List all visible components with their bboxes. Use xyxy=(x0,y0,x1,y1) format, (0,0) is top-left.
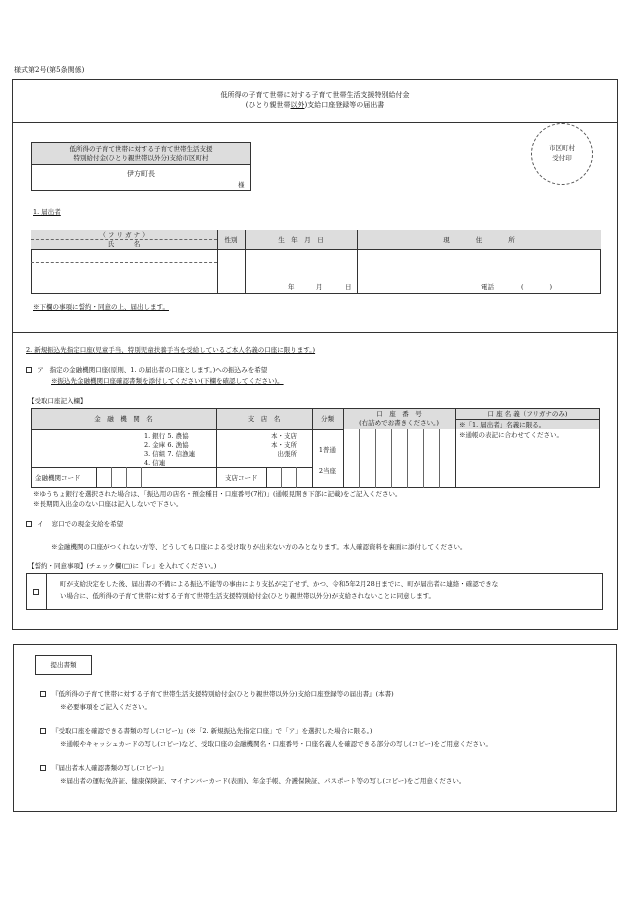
furigana-input[interactable] xyxy=(31,250,217,262)
gender-label: 性別 xyxy=(224,236,238,244)
account-type-2[interactable]: 2当座 xyxy=(318,467,337,475)
option-i-text: 窓口での現金支給を希望 xyxy=(51,520,124,528)
doc-item-3: 『届出者本人確認書類の写し(コピー)』 xyxy=(40,764,167,772)
seal-label-2: 受付印 xyxy=(552,154,572,162)
account-section-header: 【受取口座記入欄】 xyxy=(28,397,87,405)
pledge-note: ※下欄の事項に誓約・同意の上、届出します。 xyxy=(33,303,169,311)
option-a-row xyxy=(26,366,267,374)
col-account-sub: (右詰めでお書きください。) xyxy=(359,419,439,427)
form-number: 様式第2号(第5条関係) xyxy=(14,66,85,74)
col-type: 分類 xyxy=(321,415,334,423)
bank-types: 1. 銀行 5. 農協 2. 金庫 6. 漁協 3. 信組 7. 信漁連 4. 信連 xyxy=(144,432,196,467)
phone-label: 電話 xyxy=(481,283,494,291)
addressee-line1: 低所得の子育て世帯に対する子育て世帯生活支援 xyxy=(69,145,213,153)
addressee-line2: 特別給付金(ひとり親世帯以外分)支給市区町村 xyxy=(73,154,209,162)
option-a-note: ※振込先金融機関口座確認書類を添付してください(下欄を確認してください)。 xyxy=(51,377,284,385)
branch-code-input[interactable] xyxy=(267,468,312,487)
year-label: 年 xyxy=(288,283,295,291)
addressee-sama: 様 xyxy=(238,181,245,189)
bank-name-input[interactable] xyxy=(32,430,142,467)
bank-code-label: 金融機関コード xyxy=(35,474,81,482)
day-label: 日 xyxy=(345,283,352,291)
branch-name-input[interactable] xyxy=(217,430,272,467)
option-i-note: ※金融機関の口座がつくれない方等、どうしても口座による受け取りが出来ない方のみとなります。本人確認資料を裏面に添付してください。 xyxy=(51,543,467,551)
doc-item-3-checkbox[interactable] xyxy=(40,765,46,771)
col-account: 口 座 番 号 xyxy=(376,410,422,418)
phone-input[interactable]: ( ) xyxy=(521,283,553,291)
col-holder: 口 座 名 義（フリガナのみ) xyxy=(487,410,568,418)
section-divider xyxy=(12,332,618,333)
pledge-header: 【誓約・同意事項】(チェック欄(□)に『レ』を入れてください。) xyxy=(28,562,217,570)
holder-note-2: ※通帳の表記に合わせてください。 xyxy=(459,431,563,439)
pledge-text-1: 町が支給決定をした後、届出書の不備による振込不能等の事由により支払が完了せず、かつ、令和5年2月28日までに、町が届出者に連絡・確認できな xyxy=(60,580,499,588)
option-a-checkbox[interactable] xyxy=(26,367,32,373)
seal-label-1: 市区町村 xyxy=(549,144,575,152)
doc-item-1: 『低所得の子育て世帯に対する子育て世帯生活支援特別給付金(ひとり親世帯以外分)支給口座登録等の届出書』(本書) xyxy=(40,690,394,698)
gender-input[interactable] xyxy=(217,250,245,294)
addressee-mayor: 伊方町長 xyxy=(127,170,155,178)
address-label: 現 住 所 xyxy=(443,236,515,244)
section1-title: 1. 届出者 xyxy=(33,208,61,216)
divider xyxy=(455,419,600,420)
pledge-text-2: い場合に、低所得の子育て世帯に対する子育て世帯生活支援特別給付金(ひとり親世帯以外分)が支給されないことに同意します。 xyxy=(60,592,436,600)
name-label: 氏 名 xyxy=(107,240,141,248)
holder-name-input[interactable] xyxy=(456,441,600,487)
bank-code-input[interactable] xyxy=(97,468,157,487)
divider xyxy=(46,573,47,610)
yucho-note: ※ゆうちょ銀行を選択された場合は、「振込用の店名・預金種目・口座番号(7桁)」(通帳見開き下部に記載)をご記入ください。 xyxy=(33,490,402,498)
address-input[interactable] xyxy=(358,250,600,280)
option-a-label: ア xyxy=(37,366,44,374)
form-title-line2: (ひとり親世帯以外)支給口座登録等の届出書 xyxy=(245,101,385,109)
option-i-checkbox[interactable] xyxy=(26,521,32,527)
col-bank: 金 融 機 関 名 xyxy=(94,415,153,423)
name-input[interactable] xyxy=(31,263,217,294)
birthdate-label: 生 年 月 日 xyxy=(278,236,324,244)
doc-item-2-note: ※通帳やキャッシュカードの写し(コピー)など、受取口座の金融機関名・口座番号・口座名義人を確認できる部分の写し(コピー)をご用意ください。 xyxy=(60,740,492,748)
option-i-row xyxy=(26,520,123,528)
documents-header: 提出書類 xyxy=(50,661,77,669)
dormant-note: ※長期間入出金のない口座は記入しないで下さい。 xyxy=(33,500,183,508)
title-divider xyxy=(12,122,618,123)
option-a-text: 指定の金融機関口座(原則、1. の届出者の口座とします。)への振込みを希望 xyxy=(49,366,268,374)
pledge-checkbox[interactable] xyxy=(33,589,39,595)
section2-title: 2. 新規振込先指定口座(児童手当、特別児童扶養手当を受給しているご本人名義の口座に限ります。) xyxy=(26,346,316,354)
doc-item-2: 『受取口座を確認できる書類の写し(コピー)』(※「2. 新規振込先指定口座」で「ア」を選択した場合に限る。) xyxy=(40,727,372,735)
col-branch: 支 店 名 xyxy=(247,415,281,423)
furigana-label: （ フ リ ガ ナ ） xyxy=(99,231,149,239)
doc-item-1-note: ※必要事項をご記入ください。 xyxy=(60,703,151,711)
doc-item-2-checkbox[interactable] xyxy=(40,728,46,734)
doc-item-1-checkbox[interactable] xyxy=(40,691,46,697)
month-label: 月 xyxy=(316,283,323,291)
holder-note-1: ※「1. 届出者」名義に限る。 xyxy=(459,421,546,429)
branch-code-label: 支店コード xyxy=(225,474,258,482)
account-type-1[interactable]: 1普通 xyxy=(318,446,337,454)
option-i-label: イ xyxy=(37,520,44,528)
divider xyxy=(312,429,343,430)
form-title-line1: 低所得の子育て世帯に対する子育て世帯生活支援特別給付金 xyxy=(220,91,410,99)
doc-item-3-note: ※届出者の運転免許証、健康保険証、マイナンバーカード(表面)、年金手帳、介護保険証、パスポート等の写し(コピー)をご用意ください。 xyxy=(60,777,466,785)
account-number-input[interactable] xyxy=(344,430,455,487)
branch-types: 本・支店 本・支所 出張所 xyxy=(271,432,297,458)
